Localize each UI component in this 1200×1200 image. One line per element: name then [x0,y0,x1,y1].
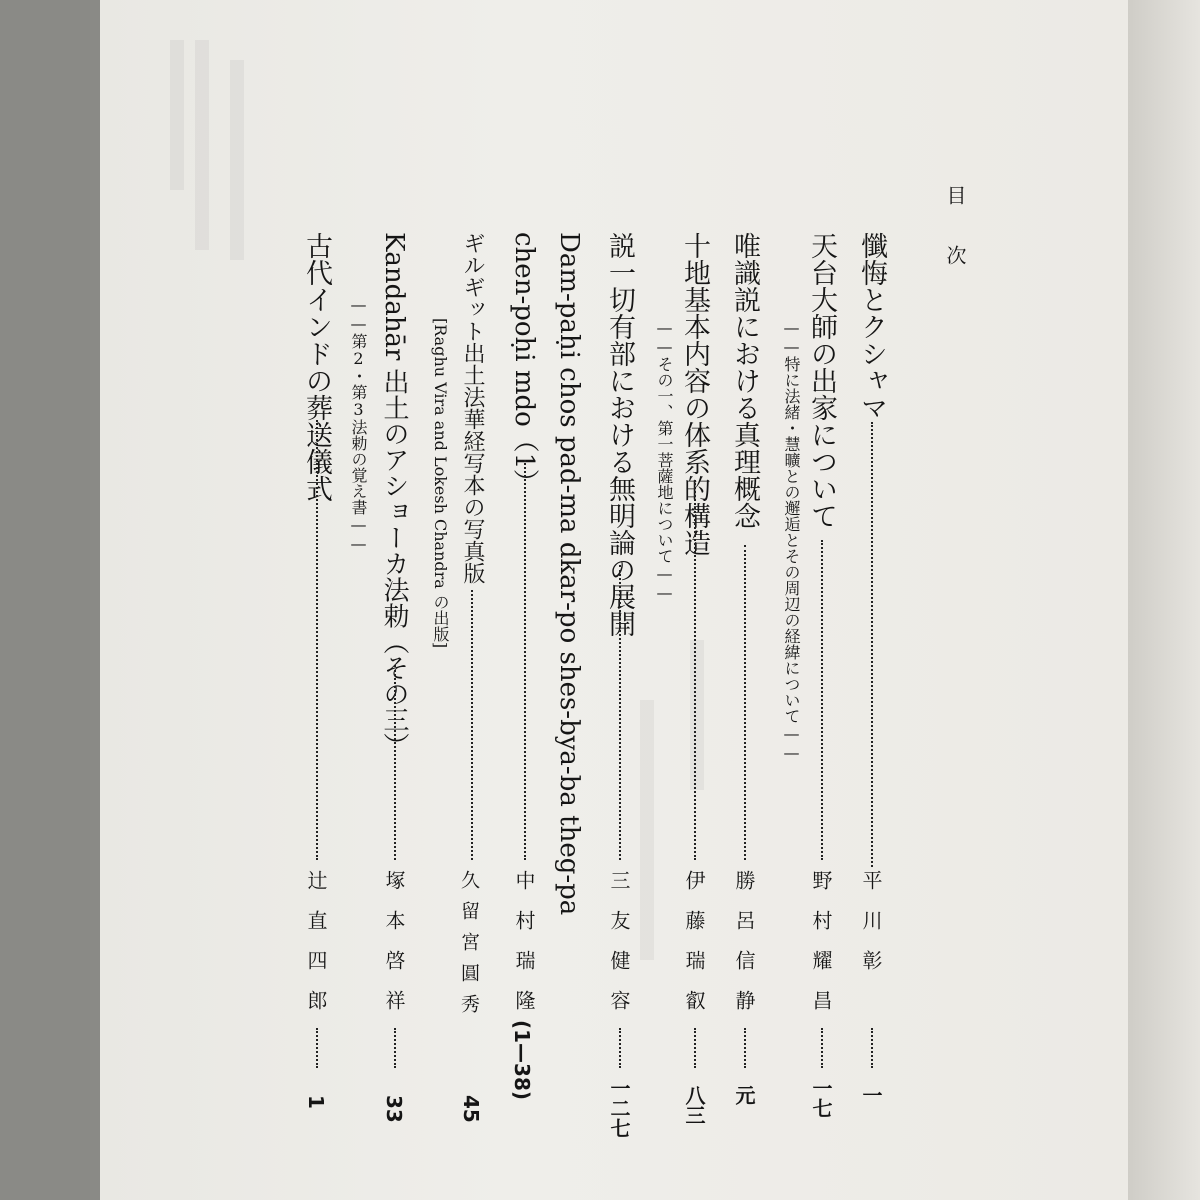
leader-dots [316,1028,318,1068]
leader-dots [619,1028,621,1068]
entry-author: 勝呂信静 [732,870,756,1030]
leader-dots [471,590,473,860]
entry-title-continued: chen-poḥi mdo（1） [509,232,539,496]
entry-author: 塚本啓祥 [382,870,406,1030]
entry-title: 唯識説における真理概念 [729,232,760,529]
entry-subtitle: ——特に法緒・慧曠との邂逅とその周辺の経緯について—— [782,318,801,762]
entry-page: 元 [732,1085,756,1105]
entry-title: Dam-paḥi chos pad-ma dkar-po shes-bya-ba theg-pa [554,232,584,916]
leader-dots [871,1028,873,1068]
leader-dots [744,545,746,860]
entry-page: 45 [459,1095,483,1123]
bleed-through [170,40,184,190]
entry-author: 平川彰 [859,870,883,990]
leader-dots [744,1028,746,1068]
leader-dots [619,565,621,860]
leader-dots [524,460,526,860]
entry-page: 1 [304,1095,328,1109]
entry-title: Kandahār 出土のアショーカ法勅（その三） [379,232,409,759]
entry-page: 33 [382,1095,406,1123]
entry-title: 古代インドの葬送儀式 [301,232,332,502]
entry-author: 辻直四郎 [304,870,328,1030]
entry-title: 懺悔とクシャマ [856,232,887,421]
leader-dots [694,480,696,860]
bleed-through [640,700,654,960]
bleed-through [195,40,209,250]
entry-title: 十地基本内容の体系的構造 [679,232,710,556]
entry-page: 一 [859,1085,883,1105]
entry-author: 中村瑞隆 [512,870,536,1030]
leader-dots [394,1028,396,1068]
entry-author: 野村耀昌 [809,870,833,1030]
bleed-through [690,640,704,790]
entry-title: 天台大師の出家について [806,232,837,529]
entry-subtitle: ——第2・第3法勅の覚え書—— [349,295,368,553]
leader-dots [694,1028,696,1068]
toc-heading: 目次 [943,185,967,305]
entry-page: 八三 [682,1085,706,1125]
entry-subtitle: [Raghu Vira and Lokesh Chandra の出版] [431,318,450,649]
leader-dots [871,422,873,867]
facing-page-edge [1128,0,1200,1200]
entry-page: 一二七 [607,1078,631,1138]
leader-dots [316,420,318,860]
leader-dots [821,1028,823,1068]
bleed-through [230,60,244,260]
leader-dots [394,665,396,860]
entry-title: 説一切有部における無明論の展開 [604,232,635,637]
entry-author: 伊藤瑞叡 [682,870,706,1030]
entry-subtitle: ——その一、第一菩薩地について—— [655,318,674,602]
entry-page: 一七 [809,1078,833,1118]
entry-title: ギルギット出土法華経写本の写真版 [460,232,485,584]
entry-author: 三友健容 [607,870,631,1030]
leader-dots [821,540,823,860]
entry-page: (1—38) [510,1020,534,1101]
entry-author: 久留宮圓秀 [458,870,480,1025]
